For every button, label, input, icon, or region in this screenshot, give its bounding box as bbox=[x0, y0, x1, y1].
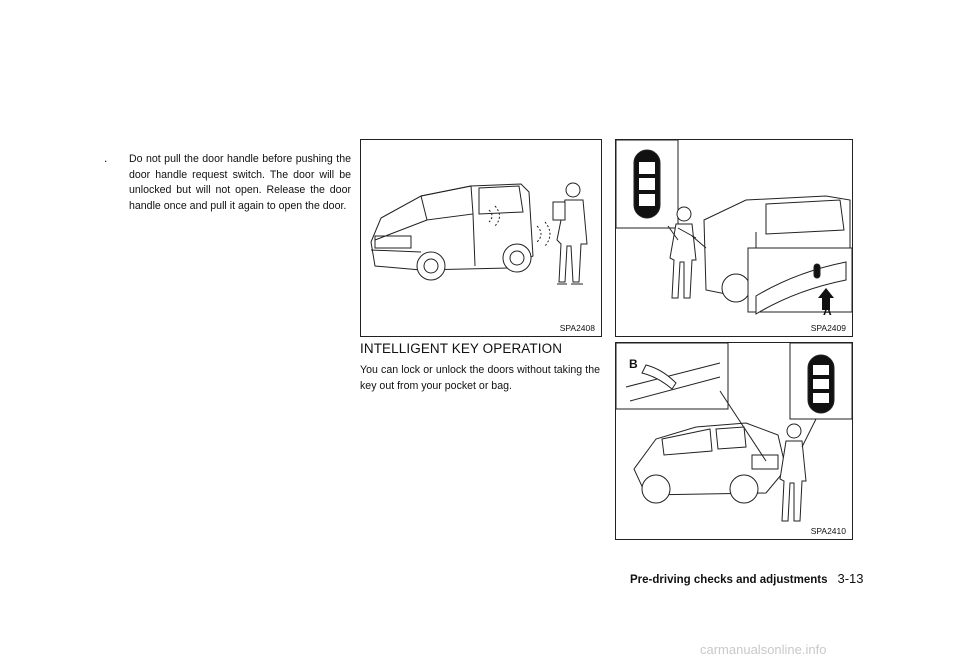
bullet-marker: . bbox=[104, 151, 108, 165]
door-handle-switch-illustration bbox=[616, 140, 852, 336]
section-body: You can lock or unlock the doors without taking the key out from your pocket or bag. bbox=[360, 364, 600, 392]
figure-code: SPA2408 bbox=[559, 323, 595, 333]
footer-chapter-title: Pre-driving checks and adjustments bbox=[630, 574, 828, 586]
watermark: carmanualsonline.info bbox=[700, 642, 827, 657]
section-heading: INTELLIGENT KEY OPERATION bbox=[360, 341, 563, 356]
page-footer bbox=[630, 570, 864, 588]
figure-car-approach bbox=[360, 139, 602, 337]
page-number: 3-13 bbox=[837, 571, 864, 586]
car-with-person-illustration bbox=[361, 140, 601, 336]
figure-code: SPA2409 bbox=[810, 323, 846, 333]
figure-door-handle-switch bbox=[615, 139, 853, 337]
figure-code: SPA2410 bbox=[810, 526, 846, 536]
trunk-switch-illustration bbox=[616, 343, 852, 539]
figure-trunk-switch bbox=[615, 342, 853, 540]
callout-letter: B bbox=[629, 357, 638, 371]
bullet-text: Do not pull the door handle before pushing the door handle request switch. The door will be unlocked but will not open. Release the door handle once and pull it again to open the door. bbox=[129, 153, 351, 212]
callout-letter: A bbox=[823, 304, 832, 318]
